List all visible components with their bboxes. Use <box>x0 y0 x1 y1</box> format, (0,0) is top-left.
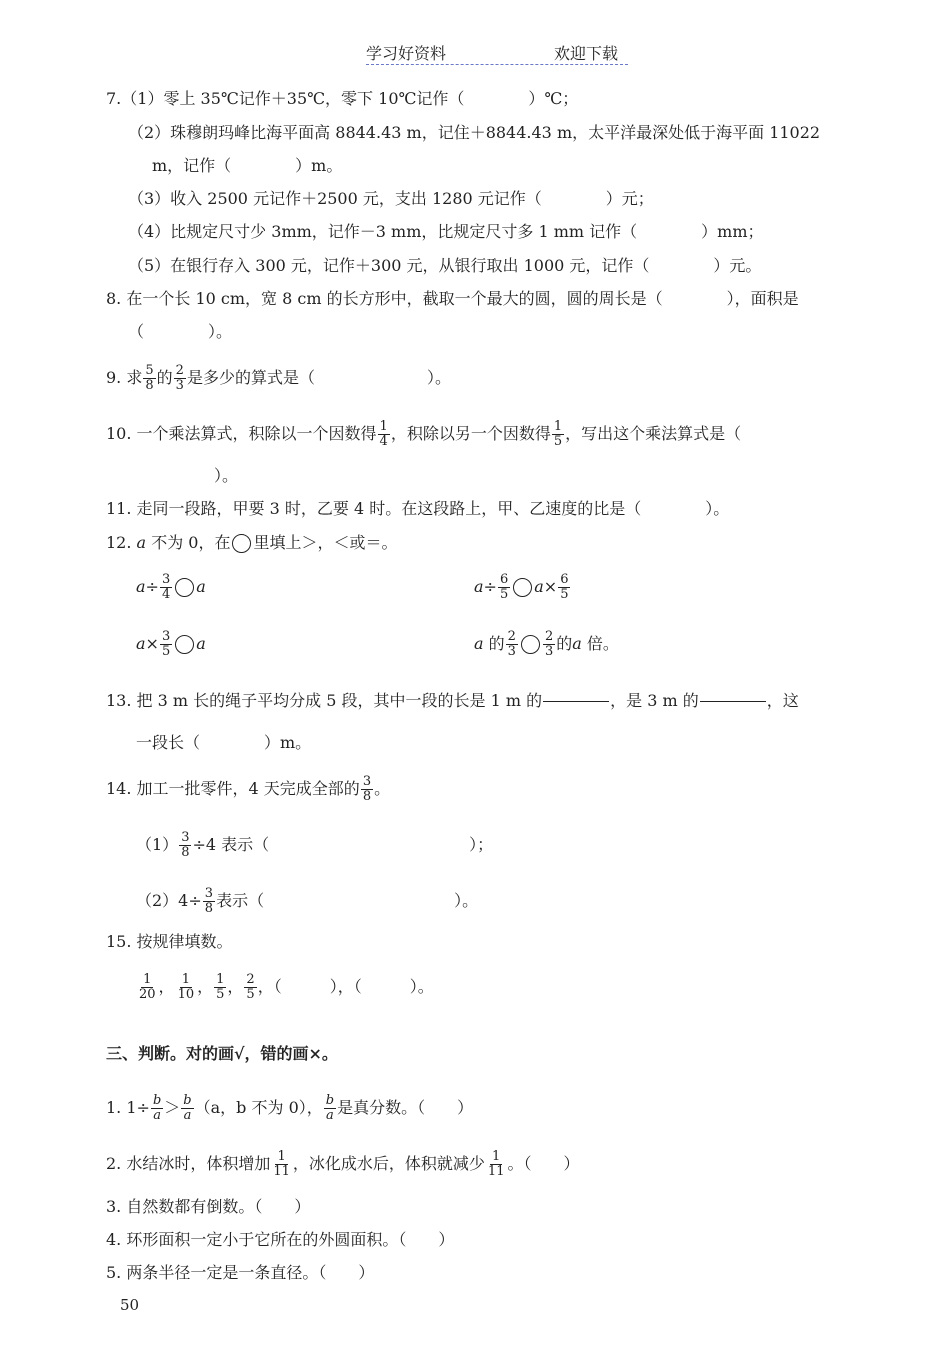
judge-5: 5. 两条半径一定是一条直径。（ ） <box>106 1263 375 1282</box>
frac-den: 8 <box>181 845 190 860</box>
comma: ， <box>197 977 214 996</box>
frac-den: 5 <box>246 987 255 1002</box>
frac-den: a <box>153 1108 161 1123</box>
var-a: a <box>196 577 206 596</box>
q9-text-c: 是多少的算式是（ ）。 <box>186 368 451 387</box>
q14-s1-text: ÷4 表示（ <box>192 835 270 854</box>
frac-num: 1 <box>181 972 190 987</box>
blank-fraction[interactable] <box>543 687 609 716</box>
fraction <box>498 573 510 602</box>
q13-line1 <box>106 687 799 716</box>
circle-icon <box>521 635 540 654</box>
frac-num: 6 <box>499 572 509 587</box>
j2-text-b: ，冰化成水后，体积就减少 <box>292 1154 485 1173</box>
q9-text-a: 9. 求 <box>106 368 143 387</box>
header-right: 欢迎下载 <box>554 44 619 63</box>
op: × <box>145 634 159 653</box>
frac-num: b <box>183 1093 192 1108</box>
frac-num: 3 <box>161 572 171 587</box>
judge-4: 4. 环形面积一定小于它所在的外圆面积。（ ） <box>106 1230 455 1249</box>
op: × <box>543 577 558 596</box>
fraction <box>552 420 564 449</box>
var-a: a <box>474 577 484 596</box>
q7-line2: （2）珠穆朗玛峰比海平面高 8844.43 m，记住＋8844.43 m，太平洋最深处低于海平面 11022 <box>128 123 821 142</box>
q13-text-c: ，这 <box>766 691 799 710</box>
frac-num: 1 <box>553 419 563 434</box>
circle-icon <box>175 635 194 654</box>
frac-num: 3 <box>181 830 190 845</box>
frac-den: 5 <box>216 987 225 1002</box>
frac-num: 3 <box>161 629 171 644</box>
q12-title <box>106 532 397 554</box>
frac-num: 2 <box>544 629 554 644</box>
q12-text-b: 不为 0，在 <box>151 533 231 552</box>
q9 <box>106 364 451 393</box>
var-a: a <box>474 634 484 653</box>
frac-den-blank[interactable] <box>543 702 609 716</box>
var-a: a <box>136 634 146 653</box>
fraction <box>378 420 390 449</box>
frac-num: 2 <box>507 629 516 644</box>
frac-den: 11 <box>487 1164 505 1179</box>
fraction <box>174 364 186 393</box>
frac-num-blank[interactable] <box>543 687 609 702</box>
var-a: a <box>136 533 147 552</box>
q14-s1-num: （1） <box>136 835 179 854</box>
q14-text-b: 。 <box>374 779 391 798</box>
j1-text-b: （a，b 不为 0）， <box>194 1098 323 1117</box>
q12-num: 12. <box>106 533 132 552</box>
fraction <box>176 973 197 1002</box>
var-a: a <box>534 577 544 596</box>
q14-sub2 <box>136 887 478 916</box>
frac-num: 1 <box>216 972 225 987</box>
frac-den: 3 <box>544 644 554 659</box>
frac-den: 8 <box>204 901 214 916</box>
q12-expr4 <box>474 630 619 659</box>
frac-den: 11 <box>273 1164 290 1179</box>
q12-text-c: 里填上＞，＜或＝。 <box>253 533 398 552</box>
frac-num: 2 <box>175 363 184 378</box>
q13-text-a: 13. 把 3 m 长的绳子平均分成 5 段，其中一段的长是 1 m 的 <box>106 691 543 710</box>
judge-2 <box>106 1150 579 1179</box>
q15-title: 15. 按规律填数。 <box>106 932 233 951</box>
fraction <box>324 1094 336 1123</box>
fraction <box>151 1094 163 1123</box>
fraction <box>179 831 191 860</box>
fraction <box>486 1150 507 1179</box>
frac-num: 2 <box>246 972 255 987</box>
frac-num: 1 <box>379 419 388 434</box>
header-left: 学习好资料 <box>366 44 447 63</box>
text-de: 的 <box>488 634 505 653</box>
fraction <box>361 775 373 804</box>
q14-s1-end: ）； <box>469 835 494 854</box>
frac-den: 8 <box>362 789 372 804</box>
q15-tail: ，（ ），（ ）。 <box>257 977 434 996</box>
circle-icon <box>175 578 194 597</box>
q10-text-b: ，积除以另一个因数得 <box>390 424 551 443</box>
j1-text-a: 1. 1÷ <box>106 1098 150 1117</box>
fraction <box>506 630 518 659</box>
frac-den: 8 <box>145 378 154 393</box>
var-a: a <box>136 577 146 596</box>
q14-s2-num: （2）4÷ <box>136 891 202 910</box>
op: ÷ <box>145 577 159 596</box>
frac-den: a <box>326 1108 334 1123</box>
text-de: 的 <box>556 634 573 653</box>
q7-line1: 7.（1）零上 35℃记作＋35℃，零下 10℃记作（ ）℃； <box>106 89 579 108</box>
frac-num: 1 <box>277 1149 286 1164</box>
frac-num: 1 <box>143 972 152 987</box>
comma: ， <box>227 977 244 996</box>
fraction <box>271 1150 292 1179</box>
var-a: a <box>196 634 206 653</box>
comma: ， <box>158 977 175 996</box>
q12-expr2 <box>474 573 571 602</box>
j1-text-c: 是真分数。（ ） <box>337 1098 474 1117</box>
frac-den: 10 <box>177 987 195 1002</box>
q14-s2-end: ）。 <box>454 891 479 910</box>
q10-line2: ）。 <box>214 466 239 485</box>
circle-icon <box>513 578 532 597</box>
j2-text-c: 。（ ） <box>507 1154 580 1173</box>
frac-den: 3 <box>507 644 516 659</box>
q13-line2: 一段长（ ）m。 <box>136 733 312 752</box>
frac-den-blank[interactable] <box>700 702 766 716</box>
fraction <box>160 573 172 602</box>
frac-den: 4 <box>379 434 388 449</box>
q10-text-c: ，写出这个乘法算式是（ <box>565 424 742 443</box>
frac-num: 3 <box>204 886 214 901</box>
fraction <box>203 887 215 916</box>
fraction <box>543 630 555 659</box>
frac-num-blank[interactable] <box>700 687 766 702</box>
frac-num: 6 <box>560 572 569 587</box>
judge-3: 3. 自然数都有倒数。（ ） <box>106 1197 311 1216</box>
q7-line3: m，记作（ ）m。 <box>152 156 343 175</box>
j2-text-a: 2. 水结冰时，体积增加 <box>106 1154 271 1173</box>
op: ÷ <box>483 577 497 596</box>
fraction <box>214 973 226 1002</box>
fraction <box>244 973 256 1002</box>
frac-den: 20 <box>139 987 156 1002</box>
frac-den: 5 <box>560 587 569 602</box>
q15-sequence <box>136 973 434 1002</box>
fraction <box>137 973 158 1002</box>
q7-line4: （3）收入 2500 元记作＋2500 元，支出 1280 元记作（ ）元； <box>128 189 654 208</box>
frac-den: a <box>183 1108 192 1123</box>
fraction <box>143 364 155 393</box>
judge-1 <box>106 1094 473 1123</box>
q10-text-a: 10. 一个乘法算式，积除以一个因数得 <box>106 424 377 443</box>
frac-den: 4 <box>161 587 171 602</box>
page-header <box>366 40 628 65</box>
frac-num: 3 <box>362 774 372 789</box>
frac-num: b <box>325 1093 335 1108</box>
blank-fraction[interactable] <box>700 687 766 716</box>
frac-den: 5 <box>161 644 171 659</box>
page-number: 50 <box>120 1296 140 1314</box>
frac-den: 3 <box>175 378 184 393</box>
q7-line5: （4）比规定尺寸少 3mm，记作－3 mm，比规定尺寸多 1 mm 记作（ ）mm； <box>128 222 764 241</box>
section-3-title: 三、判断。对的画√，错的画×。 <box>106 1044 338 1063</box>
circle-icon <box>232 534 251 553</box>
frac-num: b <box>152 1093 162 1108</box>
q10 <box>106 420 741 449</box>
q8-line1: 8. 在一个长 10 cm，宽 8 cm 的长方形中，截取一个最大的圆，圆的周长是（ ），面积是 <box>106 289 799 308</box>
fraction <box>160 630 172 659</box>
frac-den: 5 <box>553 434 563 449</box>
frac-num: 5 <box>145 363 154 378</box>
q14-s2-text: 表示（ <box>216 891 265 910</box>
q7-line6: （5）在银行存入 300 元，记作＋300 元，从银行取出 1000 元，记作（ ）元。 <box>128 256 762 275</box>
frac-num: 1 <box>492 1149 501 1164</box>
fraction <box>558 573 570 602</box>
q14 <box>106 775 390 804</box>
fraction <box>181 1094 193 1123</box>
text-bei: 倍。 <box>586 634 619 653</box>
q12-expr3 <box>136 630 206 659</box>
q12-expr1 <box>136 573 206 602</box>
q14-sub1 <box>136 831 493 860</box>
q9-text-b: 的 <box>156 368 173 387</box>
var-a: a <box>572 634 582 653</box>
q14-text-a: 14. 加工一批零件，4 天完成全部的 <box>106 779 360 798</box>
frac-den: 5 <box>499 587 509 602</box>
q8-line2: （ ）。 <box>128 322 233 341</box>
gt-sign: ＞ <box>164 1098 181 1117</box>
q11: 11. 走同一段路，甲要 3 时，乙要 4 时。在这段路上，甲、乙速度的比是（ ）。 <box>106 499 730 518</box>
q13-text-b: ，是 3 m 的 <box>610 691 699 710</box>
